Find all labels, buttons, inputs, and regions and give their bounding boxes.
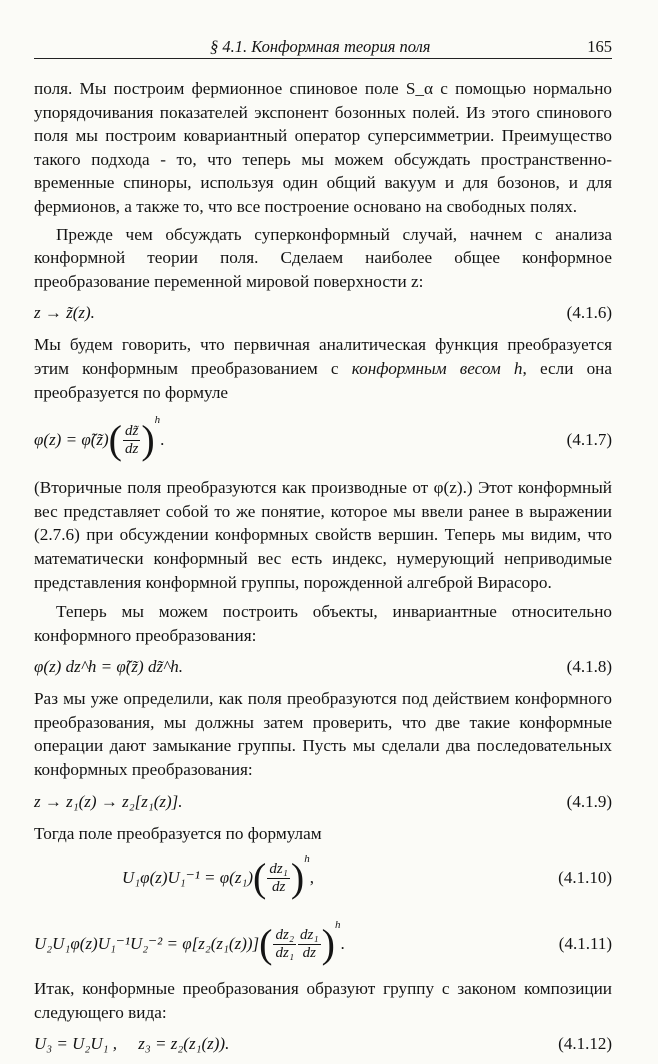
equation-4-1-10-lhs: U₁φ(z)U₁⁻¹ = φ(z₁) <box>122 868 254 888</box>
equation-4-1-7: φ(z) = φ̃(z̃) ( $\frac{dz̃}{dz}$ ) $^h$ . (4.1.7) <box>34 414 612 463</box>
right-paren: ) <box>290 855 305 901</box>
book-page <box>34 32 612 1064</box>
fraction-numerator: dz₁ <box>300 926 319 943</box>
equation-4-1-9-expr: z → z₁(z) → z₂[z₁(z)]. <box>34 791 183 811</box>
fraction-denominator: dz <box>271 878 286 895</box>
fraction-denominator: dz₁ <box>275 944 295 961</box>
equation-4-1-11-number: (4.1.11) <box>558 934 612 954</box>
fraction-numerator: dz̃ <box>125 422 139 439</box>
paragraph-2: Прежде чем обсуждать суперконформный случай, начнем с анализа конформной теории поля. Сделаем наиболее общее конформное преобразование переменной мировой поверхности z: <box>34 224 612 291</box>
fraction-dz2-dz1 <box>273 927 296 962</box>
left-paren: ( <box>259 921 273 967</box>
paragraph-3-part-a: Мы будем говорить, что первичная аналитическая функция преобразуется этим конформным преобразованием с <box>34 335 612 378</box>
fraction-numerator: dz₁ <box>269 860 288 877</box>
exponent-h: h <box>334 919 341 932</box>
exponent-h: h <box>154 414 161 427</box>
equation-4-1-6-number: (4.1.6) <box>566 303 612 323</box>
fraction-denominator: dz <box>125 440 139 457</box>
equation-4-1-9 <box>34 782 612 822</box>
paragraph-3-part-c: , если она преобразуется по формуле <box>34 358 612 402</box>
paragraph-6: Раз мы уже определили, как поля преобразуются под действием конформного преобразования, мы должны затем проверить, что две такие конформные операции дают замыкание группы. Пусть мы сделали два последовательных конформных преобразования: <box>34 689 612 780</box>
paragraph-7: Тогда поле преобразуется по формулам <box>34 823 322 843</box>
left-paren: ( <box>108 417 122 463</box>
page-number: 165 <box>587 37 612 56</box>
equation-4-1-7-lhs: φ(z) = φ̃(z̃) <box>34 430 109 450</box>
equation-4-1-10: U₁φ(z)U₁⁻¹ = φ(z₁) ( $\frac{\text{dz₁}}{dz}$ ) $^h$ , (4.1.10) <box>122 853 612 901</box>
equation-4-1-10-number: (4.1.10) <box>558 868 612 888</box>
equation-4-1-11-lhs: U₂U₁φ(z)U₁⁻¹U₂⁻² = φ[z₂(z₁(z))] <box>34 934 260 954</box>
paragraph-5: Теперь мы можем построить объекты, инвариантные относительно конформного преобразования: <box>34 602 612 645</box>
right-paren: ) <box>321 921 335 967</box>
paragraph-1: поля. Мы построим фермионное спиновое поле S_α с помощью нормально упорядочивания показателей экспонент бозонных полей. Из этого спинового поля мы построим ковариантный оператор суперсимметрии. Преимущество такого подхода - то, что теперь мы можем обсуждать пространственно-временные спиноры, используя один общий вакуум и для бозонов, и для фермионов, а также то, что все построение основано на свободных полях. <box>34 79 612 216</box>
fraction-dz1-dz <box>298 927 321 962</box>
equation-4-1-11: U₂U₁φ(z)U₁⁻¹U₂⁻² = φ[z₂(z₁(z))] ( $\frac{\text{dz₂}}{\text{dz₁}}$ $\frac{\text{dz₁}}{dz}$ ) $^h$ . (4.1.11) <box>34 919 612 967</box>
equation-4-1-7-number: (4.1.7) <box>566 430 612 450</box>
fraction-denominator: dz <box>302 944 316 961</box>
section-title: § 4.1. Конформная теория поля <box>210 37 431 56</box>
fraction-numerator: dz₂ <box>275 926 295 943</box>
equation-4-1-8 <box>34 647 612 687</box>
equation-4-1-8-number: (4.1.8) <box>566 657 612 677</box>
exponent-h: h <box>304 853 310 866</box>
right-paren: ) <box>141 417 155 463</box>
paragraph-4: (Вторичные поля преобразуются как производные от φ(z).) Этот конформный вес представляет собой то же понятие, которое мы ввели ранее в выражении (2.7.6) при обсуждении конформных свойств вершин. Теперь мы видим, что математически конформный вес есть индекс, нумерующий неприводимые представления конформной группы, порожденной алгеброй Вирасоро. <box>34 478 612 592</box>
paragraph-3 <box>34 333 612 404</box>
equation-4-1-6-expr: z → z̃(z). <box>34 303 95 323</box>
equation-4-1-12-number: (4.1.12) <box>558 1034 612 1054</box>
paragraph-3-italic: конформным весом h <box>351 358 523 378</box>
fraction-dz-tilde-dz <box>123 423 140 458</box>
equation-4-1-12-expr: U₃ = U₂U₁ , z₃ = z₂(z₁(z)). <box>34 1034 230 1054</box>
equation-4-1-9-number: (4.1.9) <box>566 791 612 811</box>
fraction-dz1-dz <box>267 861 290 896</box>
equation-4-1-12 <box>34 1024 612 1064</box>
equation-4-1-8-expr: φ(z) dz^h = φ̃(z̃) dz̃^h. <box>34 657 183 677</box>
paragraph-8: Итак, конформные преобразования образуют группу с законом композиции следующего вида: <box>34 979 612 1022</box>
equation-4-1-6 <box>34 293 612 333</box>
running-header <box>34 32 612 59</box>
left-paren: ( <box>253 855 267 901</box>
